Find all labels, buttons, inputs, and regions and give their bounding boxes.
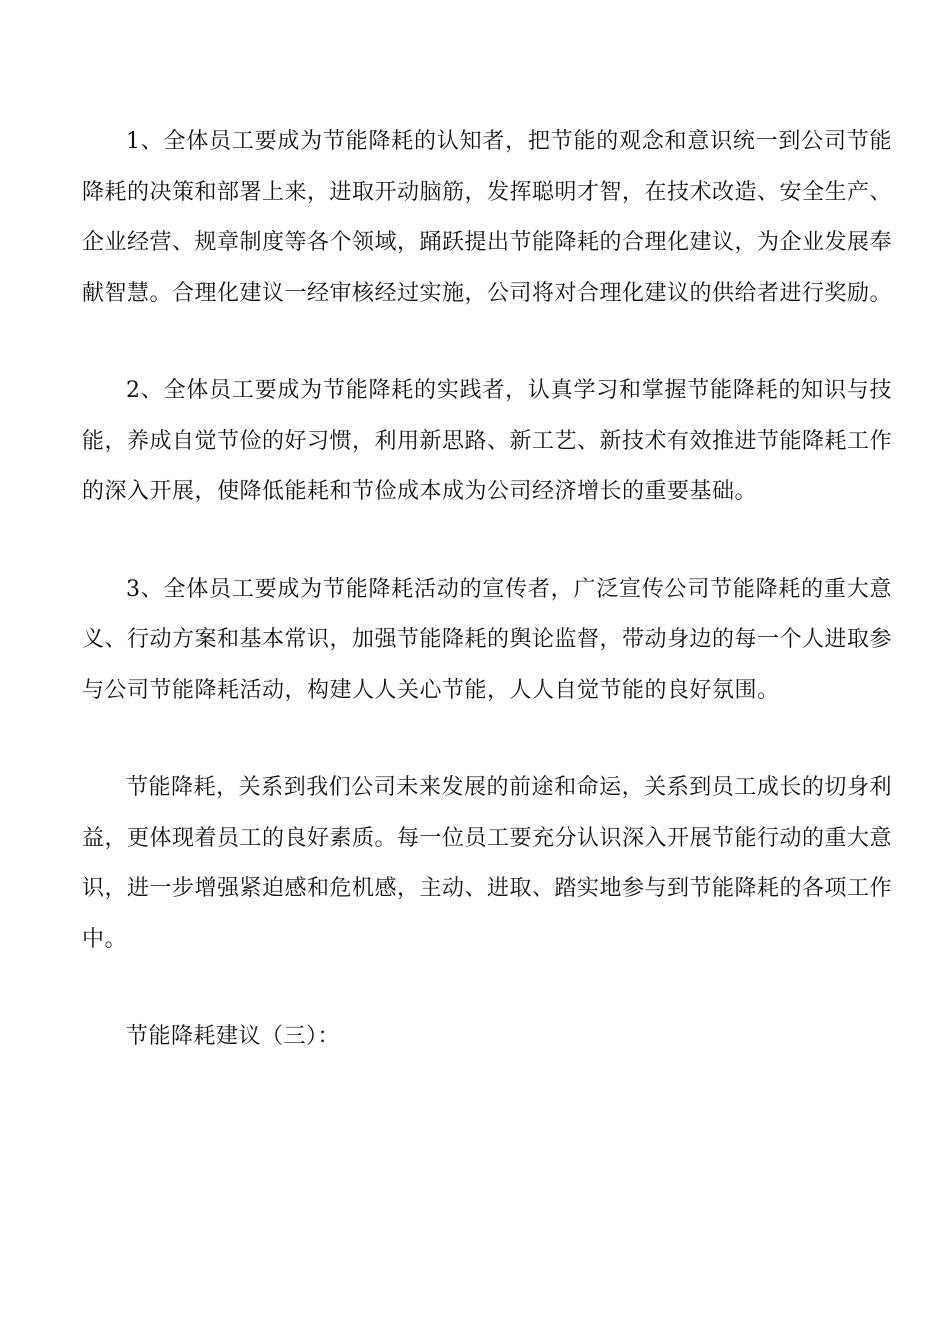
paragraph-3: 3、全体员工要成为节能降耗活动的宣传者，广泛宣传公司节能降耗的重大意义、行动方案和基本常识，加强节能降耗的舆论监督，带动身边的每一个人进取参与公司节能降耗活动，构建人人关心节能，人人自觉节能的良好氛围。 (82, 576, 893, 703)
section-heading: 节能降耗建议（三）： (126, 1024, 341, 1049)
paragraph-1: 1、全体员工要成为节能降耗的认知者，把节能的观念和意识统一到公司节能降耗的决策和部署上来，进取开动脑筋，发挥聪明才智，在技术改造、安全生产、企业经营、规章制度等各个领域，踊跃提出节能降耗的合理化建议，为企业发展奉献智慧。合理化建议一经审核经过实施，公司将对合理化建议的供给者进行奖励。 (82, 129, 893, 306)
paragraph-2: 2、全体员工要成为节能降耗的实践者，认真学习和掌握节能降耗的知识与技能，养成自觉节俭的好习惯，利用新思路、新工艺、新技术有效推进节能降耗工作的深入开展，使降低能耗和节俭成本成为公司经济增长的重要基础。 (82, 378, 893, 504)
paragraph-4: 节能降耗，关系到我们公司未来发展的前途和命运，关系到员工成长的切身利益，更体现着员工的良好素质。每一位员工要充分认识深入开展节能行动的重大意识，进一步增强紧迫感和危机感，主动、进取、踏实地参与到节能降耗的各项工作中。 (82, 775, 893, 952)
document-body (82, 117, 892, 1063)
